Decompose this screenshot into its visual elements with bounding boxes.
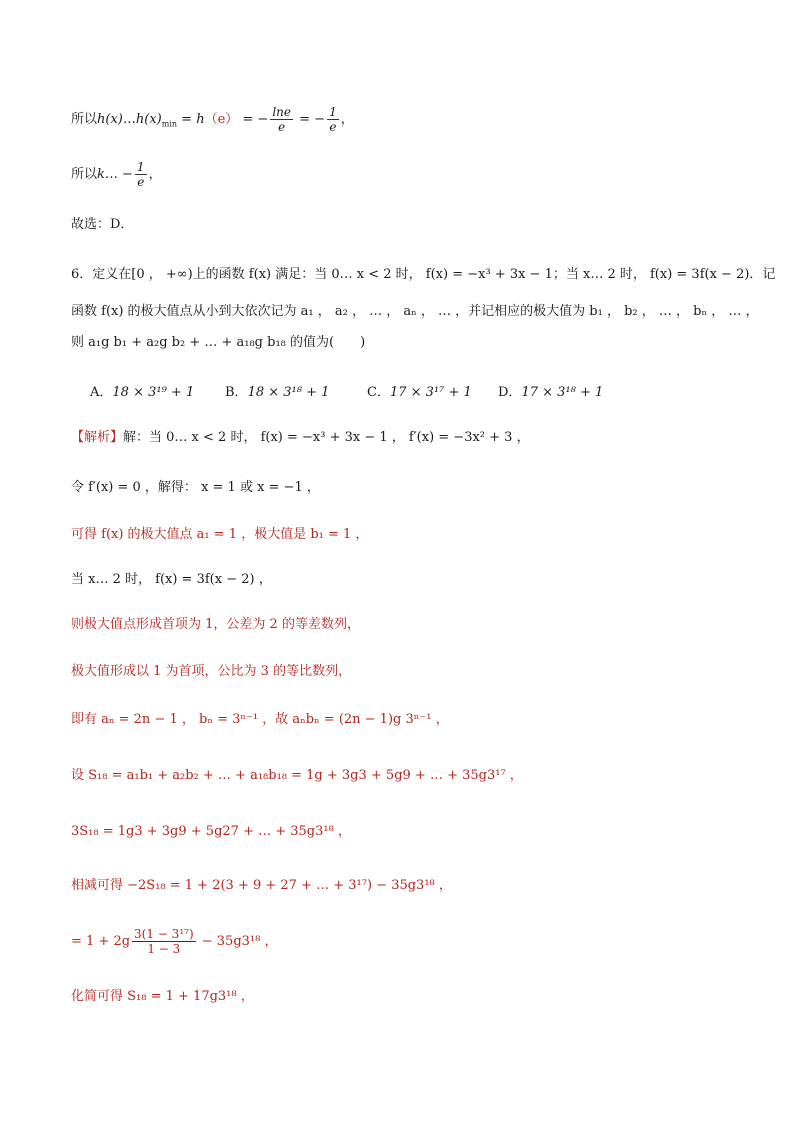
solution-line-12: 化简可得 S₁₈ = 1 + 17g3¹⁸ ， bbox=[71, 989, 254, 1004]
option-d bbox=[498, 381, 603, 400]
text: − 35g3¹⁸ ， bbox=[197, 934, 278, 949]
frac-num: 1 bbox=[136, 160, 145, 174]
solution-line-8: 设 S₁₈ = a₁b₁ + a₂b₂ + … + a₁₈b₁₈ = 1g + 3g3 + 5g9 + … + 35g3¹⁷ ， bbox=[71, 768, 523, 783]
frac-den: e bbox=[135, 174, 147, 189]
math-eq: = − bbox=[238, 112, 269, 127]
solution-line-11 bbox=[71, 927, 277, 956]
solution-line-7: 即有 aₙ = 2n − 1 ， bₙ = 3ⁿ⁻¹ ，故 aₙbₙ = (2n − 1)g 3ⁿ⁻¹ ， bbox=[71, 712, 449, 727]
math-expr: k… − bbox=[97, 167, 133, 182]
solution-line-2: 令 f′(x) = 0 ，解得： x = 1 或 x = −1 ， bbox=[71, 480, 320, 495]
solution-line-3: 可得 f(x) 的极大值点 a₁ = 1 ，极大值是 b₁ = 1 ， bbox=[71, 527, 369, 542]
solution-line-1 bbox=[71, 428, 530, 448]
frac-num: 1 bbox=[329, 105, 337, 119]
frac-den: 1 − 3 bbox=[132, 941, 196, 956]
fraction bbox=[327, 105, 339, 134]
line-h-min bbox=[71, 105, 354, 135]
answer-line: 故选：D． bbox=[71, 217, 134, 232]
option-value: 18 × 3¹⁸ + 1 bbox=[247, 385, 330, 400]
question-6-line-3: 则 a₁g b₁ + a₂g b₂ + … + a₁₈g b₁₈ 的值为( ) bbox=[71, 335, 366, 350]
math-expr: h(x) bbox=[135, 112, 162, 127]
math-sep: … bbox=[122, 112, 136, 127]
text: = 1 + 2g bbox=[71, 934, 131, 949]
solution-line-5: 则极大值点形成首项为 1，公差为 2 的等差数列， bbox=[71, 617, 360, 632]
solution-line-6: 极大值形成以 1 为首项，公比为 3 的等比数列， bbox=[71, 664, 352, 679]
option-value: 18 × 3¹⁹ + 1 bbox=[112, 385, 195, 400]
fraction bbox=[270, 105, 293, 134]
solution-line-9: 3S₁₈ = 1g3 + 3g9 + 5g27 + … + 35g3¹⁸ ， bbox=[71, 824, 351, 839]
math-paren: （e） bbox=[204, 112, 239, 127]
option-label: C． bbox=[367, 385, 390, 400]
option-label: A． bbox=[90, 385, 113, 400]
math-expr: h(x) bbox=[97, 112, 123, 127]
solution-line-10: 相减可得 −2S₁₈ = 1 + 2(3 + 9 + 27 + … + 3¹⁷) − 35g3¹⁸ ， bbox=[71, 878, 452, 893]
solution-line-4: 当 x… 2 时， f(x) = 3f(x − 2) ， bbox=[71, 572, 272, 587]
solution-tag: 【解析】 bbox=[71, 430, 124, 445]
option-value: 17 × 3¹⁸ + 1 bbox=[521, 385, 604, 400]
option-label: D． bbox=[498, 385, 522, 400]
text: ， bbox=[148, 167, 162, 182]
frac-den: e bbox=[270, 119, 293, 134]
text: ， bbox=[340, 112, 354, 127]
fraction bbox=[132, 927, 196, 956]
question-6-line-1: 6．定义在[0 ， +∞)上的函数 f(x) 满足：当 0… x < 2 时， f(x) = −x³ + 3x − 1；当 x… 2 时， f(x) = 3f(x − 2)．记 bbox=[71, 267, 776, 282]
frac-num: 3(1 − 3¹⁷) bbox=[134, 927, 194, 941]
option-b bbox=[225, 381, 329, 400]
fraction bbox=[135, 160, 147, 189]
option-c bbox=[367, 381, 472, 400]
math-eq: = h bbox=[177, 112, 205, 127]
question-6-line-2: 函数 f(x) 的极大值点从小到大依次记为 a₁ ， a₂ ， … ， aₙ ， … ，并记相应的极大值为 b₁ ， b₂ ， … ， bₙ ， … ， bbox=[71, 304, 759, 319]
text: 解：当 0… x < 2 时， f(x) = −x³ + 3x − 1 ， f′(x) = −3x² + 3 ， bbox=[123, 430, 530, 445]
math-eq: = − bbox=[295, 112, 326, 127]
line-k bbox=[71, 160, 162, 189]
frac-den: e bbox=[327, 119, 339, 134]
text: 所以 bbox=[71, 112, 98, 127]
frac-num: lne bbox=[272, 105, 291, 119]
math-sub: min bbox=[161, 119, 178, 129]
option-a bbox=[90, 381, 194, 400]
text: 所以 bbox=[71, 167, 98, 182]
option-value: 17 × 3¹⁷ + 1 bbox=[389, 385, 472, 400]
option-label: B． bbox=[225, 385, 248, 400]
